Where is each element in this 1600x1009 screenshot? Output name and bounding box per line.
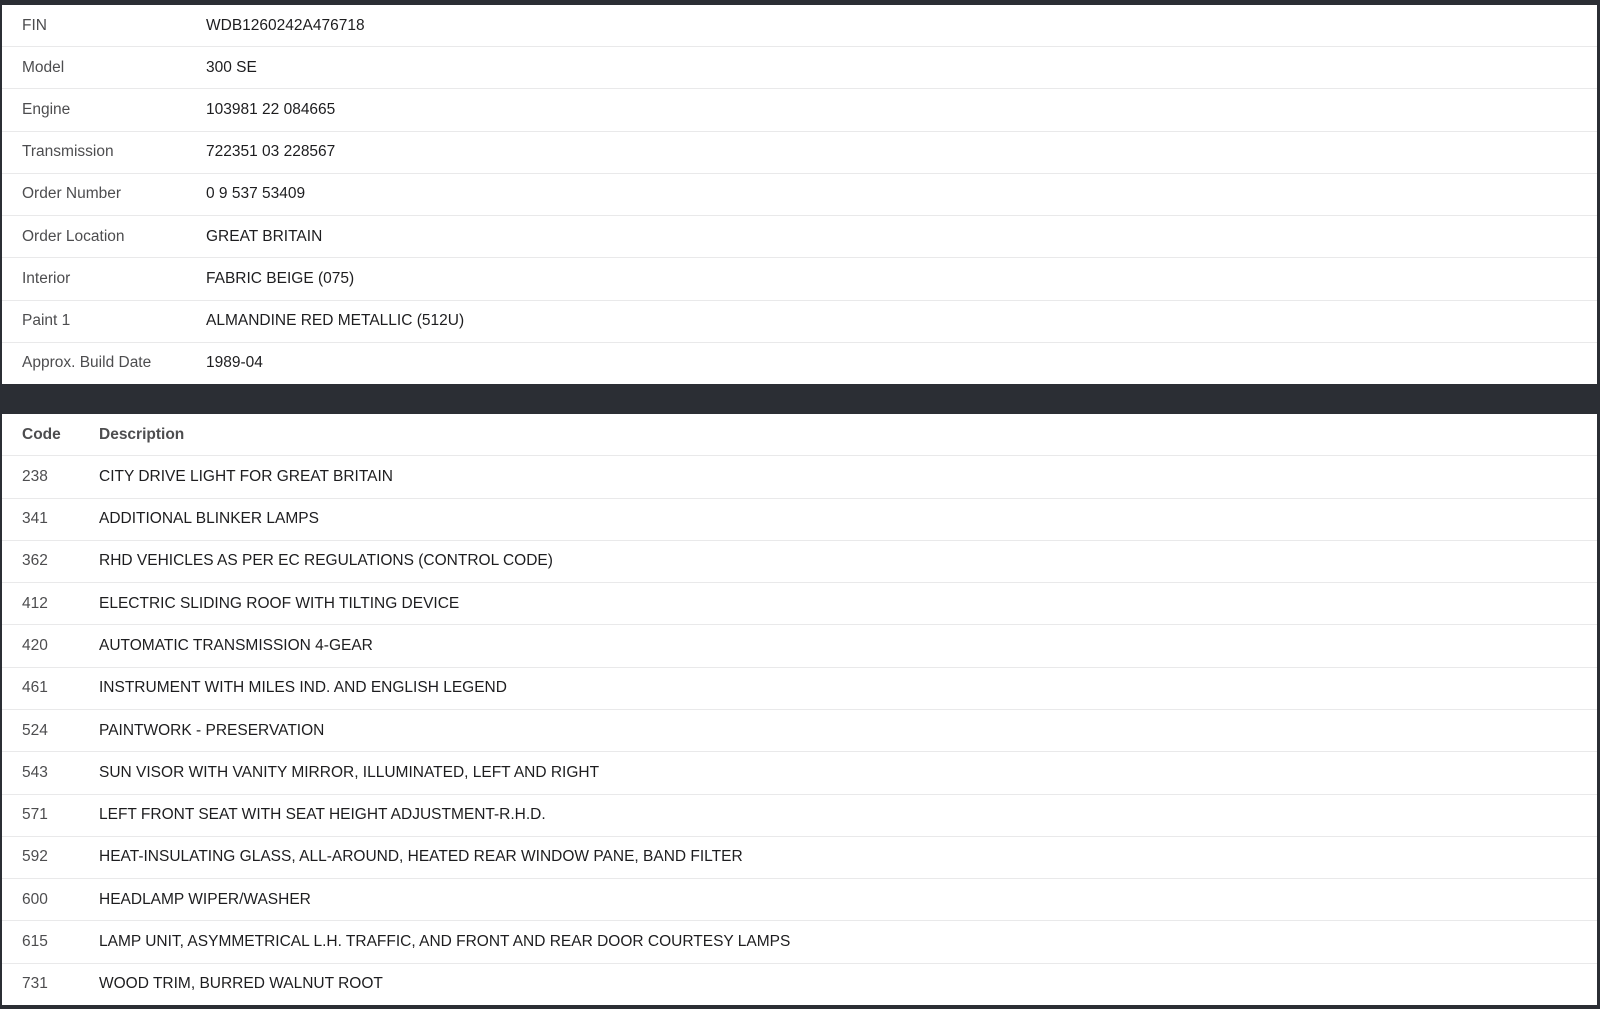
- vehicle-info-label: Paint 1: [22, 312, 71, 330]
- option-code-row: [2, 963, 1597, 1005]
- vehicle-info-value: FABRIC BEIGE (075): [206, 269, 355, 287]
- vehicle-info-table: [2, 5, 1597, 384]
- option-description: AUTOMATIC TRANSMISSION 4-GEAR: [99, 637, 373, 655]
- section-divider: [2, 384, 1597, 414]
- option-code-row: [2, 498, 1597, 540]
- vehicle-info-row: [2, 300, 1597, 342]
- vehicle-info-row: [2, 88, 1597, 130]
- option-code-row: [2, 920, 1597, 962]
- option-code: 238: [22, 467, 48, 485]
- option-code-row: [2, 836, 1597, 878]
- option-code-row: [2, 667, 1597, 709]
- vehicle-info-label: Approx. Build Date: [22, 354, 152, 372]
- option-code: 341: [22, 510, 48, 528]
- option-code: 362: [22, 552, 48, 570]
- option-description: SUN VISOR WITH VANITY MIRROR, ILLUMINATED, LEFT AND RIGHT: [99, 763, 600, 781]
- option-code-row: [2, 540, 1597, 582]
- vehicle-info-value: GREAT BRITAIN: [206, 227, 323, 245]
- option-code: 600: [22, 890, 48, 908]
- option-description: WOOD TRIM, BURRED WALNUT ROOT: [99, 975, 383, 993]
- vehicle-info-row: [2, 215, 1597, 257]
- option-code: 571: [22, 806, 48, 824]
- vehicle-info-label: Order Location: [22, 227, 125, 245]
- option-description: HEADLAMP WIPER/WASHER: [99, 890, 311, 908]
- option-description: INSTRUMENT WITH MILES IND. AND ENGLISH LEGEND: [99, 679, 507, 697]
- vehicle-info-value: ALMANDINE RED METALLIC (512U): [206, 312, 465, 330]
- vehicle-info-label: Order Number: [22, 185, 122, 203]
- vehicle-info-value: 1989-04: [206, 354, 263, 372]
- option-code: 461: [22, 679, 48, 697]
- option-code-row: [2, 455, 1597, 497]
- option-code-row: [2, 751, 1597, 793]
- option-description: ADDITIONAL BLINKER LAMPS: [99, 510, 319, 528]
- vehicle-info-label: Engine: [22, 101, 71, 119]
- option-description: CITY DRIVE LIGHT FOR GREAT BRITAIN: [99, 467, 393, 485]
- option-code: 731: [22, 975, 48, 993]
- vehicle-info-row: [2, 131, 1597, 173]
- vehicle-info-value: 0 9 537 53409: [206, 185, 306, 203]
- vehicle-info-value: 722351 03 228567: [206, 143, 336, 161]
- vehicle-info-row: [2, 342, 1597, 384]
- option-code: 615: [22, 933, 48, 951]
- option-description: LAMP UNIT, ASYMMETRICAL L.H. TRAFFIC, AND FRONT AND REAR DOOR COURTESY LAMPS: [99, 933, 791, 951]
- option-code: 543: [22, 763, 48, 781]
- option-description: RHD VEHICLES AS PER EC REGULATIONS (CONTROL CODE): [99, 552, 553, 570]
- option-codes-table: [2, 414, 1597, 1005]
- vehicle-info-value: 103981 22 084665: [206, 101, 336, 119]
- option-description: ELECTRIC SLIDING ROOF WITH TILTING DEVICE: [99, 594, 460, 612]
- vehicle-info-label: Transmission: [22, 143, 114, 161]
- option-code: 412: [22, 594, 48, 612]
- option-code-row: [2, 709, 1597, 751]
- vehicle-info-value: 300 SE: [206, 58, 257, 76]
- vehicle-info-row: [2, 5, 1597, 46]
- description-column-header: Description: [99, 425, 185, 443]
- vehicle-info-row: [2, 173, 1597, 215]
- option-code: 420: [22, 637, 48, 655]
- option-code: 592: [22, 848, 48, 866]
- option-description: HEAT-INSULATING GLASS, ALL-AROUND, HEATED REAR WINDOW PANE, BAND FILTER: [99, 848, 743, 866]
- option-code-row: [2, 624, 1597, 666]
- option-description: LEFT FRONT SEAT WITH SEAT HEIGHT ADJUSTMENT-R.H.D.: [99, 806, 546, 824]
- option-code-row: [2, 582, 1597, 624]
- option-code: 524: [22, 721, 48, 739]
- vehicle-info-value: WDB1260242A476718: [206, 16, 365, 34]
- option-description: PAINTWORK - PRESERVATION: [99, 721, 325, 739]
- vehicle-info-label: Interior: [22, 269, 71, 287]
- options-table-header-row: [2, 414, 1597, 455]
- vehicle-info-row: [2, 257, 1597, 299]
- option-code-row: [2, 794, 1597, 836]
- option-code-row: [2, 878, 1597, 920]
- code-column-header: Code: [22, 425, 61, 443]
- vehicle-info-label: FIN: [22, 16, 47, 34]
- vehicle-info-label: Model: [22, 58, 65, 76]
- vehicle-info-row: [2, 46, 1597, 88]
